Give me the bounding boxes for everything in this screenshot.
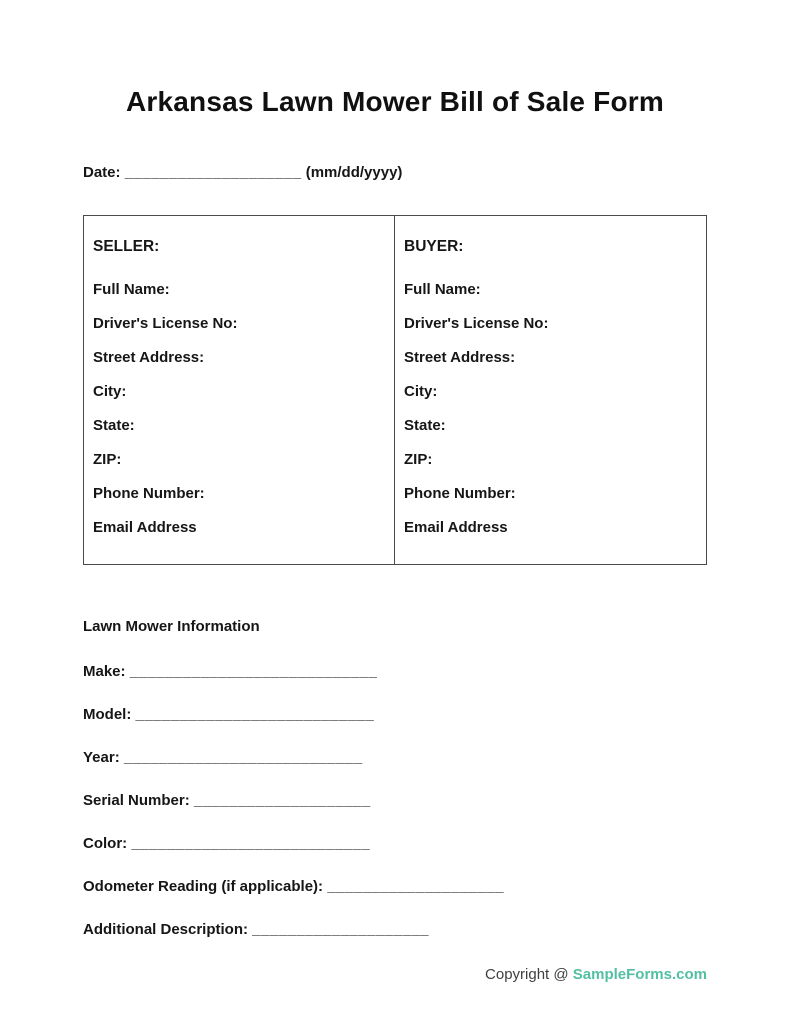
make-label: Make: — [83, 663, 126, 680]
buyer-heading: BUYER: — [404, 238, 464, 255]
seller-field-city: City: — [93, 383, 127, 400]
year-field-row — [83, 749, 707, 766]
year-label: Year: — [83, 749, 120, 766]
serial-number-label: Serial Number: — [83, 792, 190, 809]
date-blank-line: ____________________ — [124, 164, 302, 181]
lawn-mower-info-heading: Lawn Mower Information — [83, 618, 260, 635]
color-field-row — [83, 835, 707, 852]
date-field-row — [83, 164, 707, 181]
additional-description-field-row — [83, 921, 707, 938]
seller-field-drivers-license: Driver's License No: — [93, 315, 238, 332]
buyer-field-drivers-license: Driver's License No: — [404, 315, 549, 332]
additional-description-label: Additional Description: — [83, 921, 248, 938]
seller-column — [84, 216, 395, 564]
buyer-field-state: State: — [404, 417, 446, 434]
date-format-hint: (mm/dd/yyyy) — [305, 164, 403, 181]
odometer-reading-field-row — [83, 878, 707, 895]
seller-heading: SELLER: — [93, 238, 160, 255]
year-blank-line: ___________________________ — [123, 749, 363, 766]
buyer-field-full-name: Full Name: — [404, 281, 481, 298]
odometer-reading-blank-line: ____________________ — [327, 878, 505, 895]
additional-description-blank-line: ____________________ — [252, 921, 430, 938]
odometer-reading-label: Odometer Reading (if applicable): — [83, 878, 324, 895]
footer-copyright — [485, 966, 707, 983]
page-title: Arkansas Lawn Mower Bill of Sale Form — [126, 86, 664, 117]
model-blank-line: ___________________________ — [135, 706, 375, 723]
seller-field-email-address: Email Address — [93, 519, 197, 536]
buyer-field-email-address: Email Address — [404, 519, 508, 536]
seller-field-full-name: Full Name: — [93, 281, 170, 298]
buyer-column — [395, 216, 706, 564]
copyright-text: Copyright @ — [485, 966, 573, 983]
seller-field-state: State: — [93, 417, 135, 434]
model-field-row — [83, 706, 707, 723]
date-label: Date: — [83, 164, 121, 181]
serial-number-blank-line: ____________________ — [193, 792, 371, 809]
serial-number-field-row — [83, 792, 707, 809]
model-label: Model: — [83, 706, 132, 723]
color-blank-line: ___________________________ — [131, 835, 371, 852]
make-blank-line: ____________________________ — [129, 663, 378, 680]
make-field-row — [83, 663, 707, 680]
buyer-field-city: City: — [404, 383, 438, 400]
buyer-field-phone-number: Phone Number: — [404, 485, 516, 502]
seller-field-zip: ZIP: — [93, 451, 122, 468]
color-label: Color: — [83, 835, 128, 852]
sampleforms-link[interactable]: SampleForms.com — [572, 966, 707, 983]
seller-field-street-address: Street Address: — [93, 349, 205, 366]
seller-field-phone-number: Phone Number: — [93, 485, 205, 502]
lawn-mower-info-section — [83, 618, 707, 938]
parties-table — [83, 215, 707, 565]
buyer-field-street-address: Street Address: — [404, 349, 516, 366]
buyer-field-zip: ZIP: — [404, 451, 433, 468]
